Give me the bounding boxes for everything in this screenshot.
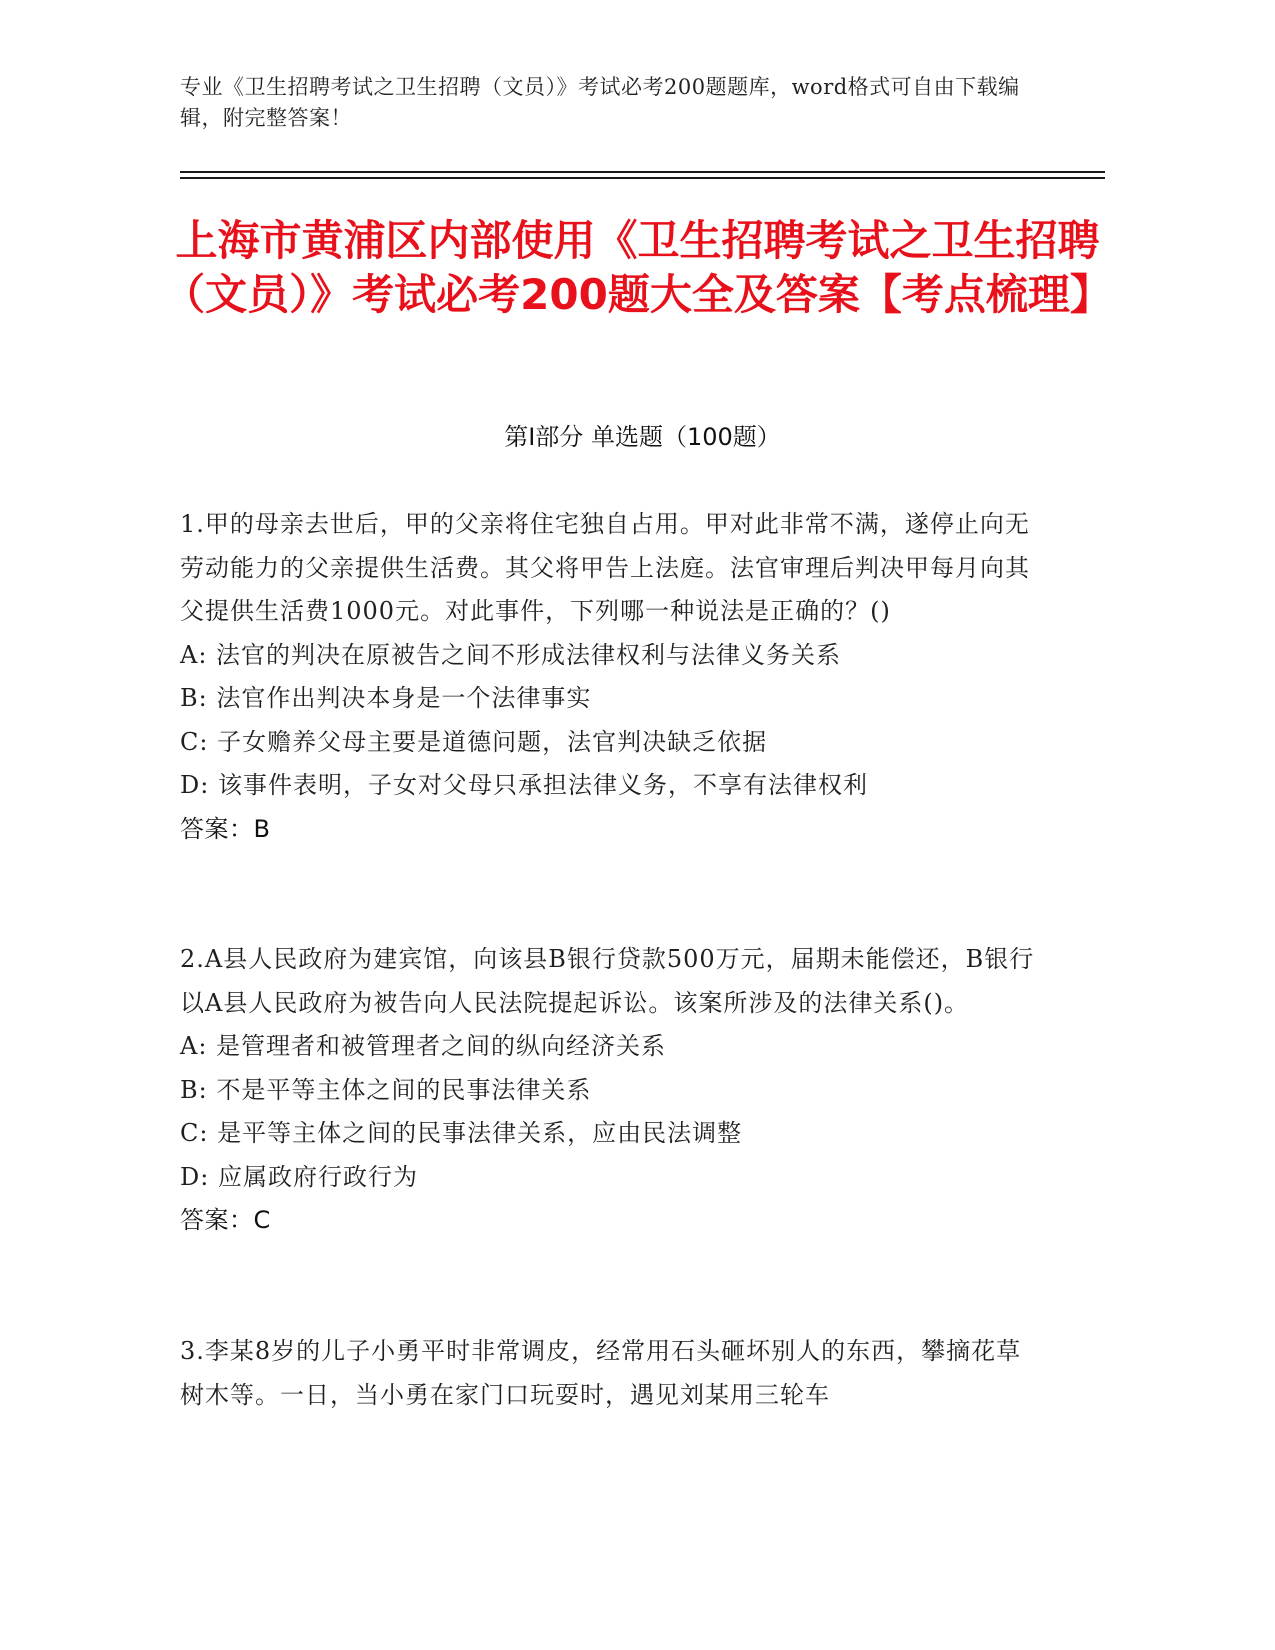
question-3 bbox=[180, 1330, 1040, 1417]
document-title: 上海市黄浦区内部使用《卫生招聘考试之卫生招聘（文员）》考试必考200题大全及答案【考点梳理】 bbox=[163, 216, 1112, 319]
option-b: B: 法官作出判决本身是一个法律事实 bbox=[180, 684, 592, 712]
answer: 答案：B bbox=[180, 814, 271, 843]
option-d: D: 应属政府行政行为 bbox=[180, 1162, 418, 1191]
option-c: C: 子女赡养父母主要是道德问题，法官判决缺乏依据 bbox=[180, 727, 768, 756]
option-a: A: 法官的判决在原被告之间不形成法律权利与法律义务关系 bbox=[180, 640, 842, 669]
option-a: A: 是管理者和被管理者之间的纵向经济关系 bbox=[180, 1032, 667, 1060]
header-rule-bottom bbox=[180, 177, 1105, 179]
option-d: D: 该事件表明，子女对父母只承担法律义务，不享有法律权利 bbox=[180, 771, 868, 799]
option-b: B: 不是平等主体之间的民事法律关系 bbox=[180, 1075, 592, 1104]
question-stem: 2.A县人民政府为建宾馆，向该县B银行贷款500万元，届期未能偿还，B银行以A县人民政府为被告向人民法院提起诉讼。该案所涉及的法律关系()。 bbox=[180, 945, 1035, 1017]
answer: 答案：C bbox=[180, 1206, 271, 1234]
header-rule-top bbox=[180, 171, 1105, 173]
question-stem: 1.甲的母亲去世后，甲的父亲将住宅独自占用。甲对此非常不满，遂停止向无劳动能力的父亲提供生活费。其父将甲告上法庭。法官审理后判决甲每月向其父提供生活费1000元。对此事件，下列哪一种说法是正确的？() bbox=[180, 510, 1030, 625]
question-1 bbox=[180, 503, 1040, 851]
option-c: C: 是平等主体之间的民事法律关系，应由民法调整 bbox=[180, 1119, 743, 1147]
section-heading: 第Ⅰ部分 单选题（100题） bbox=[504, 423, 781, 451]
header-note: 专业《卫生招聘考试之卫生招聘（文员）》考试必考200题题库，word格式可自由下载编辑，附完整答案！ bbox=[180, 75, 1020, 130]
question-stem: 3.李某8岁的儿子小勇平时非常调皮，经常用石头砸坏别人的东西，攀摘花草树木等。一日，当小勇在家门口玩耍时，遇见刘某用三轮车 bbox=[180, 1337, 1022, 1409]
question-2 bbox=[180, 938, 1040, 1243]
